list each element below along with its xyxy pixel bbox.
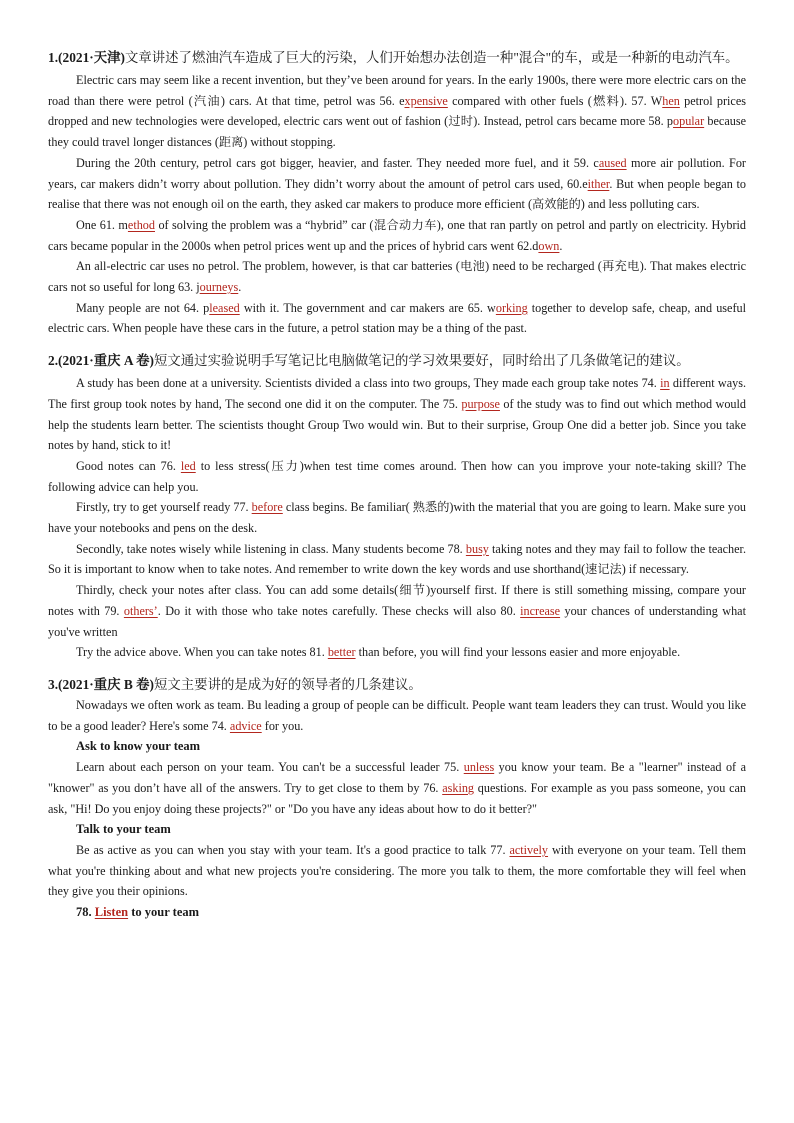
passage-3 (48, 675, 746, 923)
body-text: questions. For example as you pass someone, you can ask, "Hi! Do you enjoy doing these projects?" or "Do you have any ideas about how to do it better?" (48, 780, 746, 816)
document-page (48, 48, 746, 923)
answer-text: orking (495, 300, 528, 315)
passage-heading (48, 675, 746, 695)
answer-text: ethod (127, 217, 155, 232)
body-text: to less stress(压力)when test time comes around. Then how can you improve your note-taking skill? The following advice can help you. (48, 458, 746, 494)
passage-heading (48, 351, 746, 371)
body-text: Many people are not 64. p (76, 300, 210, 315)
section-subheading (48, 902, 746, 923)
body-text: Nowadays we often work as team. Bu leading a group of people can be difficult. People want team leaders they can trust. Would you like to be a good leader? Here's some 74. (48, 697, 746, 733)
body-text: Good notes can 76. (76, 458, 181, 473)
answer-text: purpose (461, 396, 500, 411)
paragraph (48, 695, 746, 736)
body-text: Electric cars may seem like a recent invention, but they’ve been around for years. In the early 1900s, there were more electric cars on the road than there were petrol (汽油) cars. At that time, petrol was 56. e (48, 73, 746, 108)
passage-body (48, 70, 746, 339)
body-text: Thirdly, check your notes after class. You can add some details(细节)yourself first. If there is still something missing, compare your notes with 79. (48, 583, 746, 618)
body-text: Talk to your team (76, 822, 171, 837)
paragraph (48, 256, 746, 297)
answer-text: unless (463, 760, 495, 775)
body-text: your chances of understanding what you've written (48, 603, 746, 639)
body-text: together to develop safe, cheap, and useful electric cars. When people have these cars in the future, a petrol station may be a thing of the past. (48, 300, 746, 336)
answer-text: xpensive (404, 93, 448, 108)
body-text: of the study was to find out which method would help the students learn better. The scientists thought Group Two would win. But to their surprise, Group One did a better job. Since you take notes by hand, stick to it! (48, 396, 747, 453)
paragraph (48, 298, 746, 339)
answer-text: ourneys (199, 280, 239, 295)
answer-text: own (538, 238, 560, 253)
body-text: to your team (128, 905, 200, 920)
body-text: taking notes and they may fail to follow the teacher. So it is important to know when to take notes. And remember to write down the key words and use shorthand(速记法) if necessary. (48, 541, 746, 577)
body-text: Firstly, try to get yourself ready 77. (76, 500, 252, 515)
body-text: 78. (76, 905, 95, 920)
question-number: 2. (48, 353, 59, 369)
body-text: Be as active as you can when you stay with your team. It's a good practice to talk 77. (76, 842, 510, 857)
paragraph (48, 757, 746, 819)
body-text: A study has been done at a university. Scientists divided a class into two groups, They made each group take notes 74. (76, 376, 661, 391)
answer-text: increase (520, 603, 561, 618)
passage-body (48, 373, 746, 663)
body-text: you know your team. Be a "learner" instead of a "knower" as you don’t have all of the answers. Try to get close to them by 76. (48, 760, 746, 795)
answer-text: opular (673, 114, 705, 129)
body-text: An all-electric car uses no petrol. The problem, however, is that car batteries (电池) need to be recharged (再充电). That makes electric cars not so useful for long 63. j (48, 259, 746, 295)
passage-body (48, 695, 746, 923)
body-text: petrol prices dropped and new technologies were developed, electric cars went out of fashion (过时). Instead, petrol cars became more 58. p (48, 93, 746, 129)
question-number: 3. (48, 676, 59, 692)
answer-text: better (327, 645, 356, 660)
body-text: Learn about each person on your team. You can't be a successful leader 75. (76, 760, 464, 775)
body-text: compared with other fuels (燃料). 57. W (447, 93, 663, 108)
paragraph (48, 539, 746, 580)
body-text: because they could travel longer distances (距离) without stopping. (48, 114, 746, 150)
passage-heading (48, 48, 746, 68)
body-text: than before, you will find your lessons easier and more enjoyable. (355, 645, 681, 660)
answer-text: before (251, 500, 283, 515)
question-number: 1. (48, 50, 59, 65)
body-text: . (238, 280, 242, 295)
answer-text: hen (662, 93, 680, 108)
answer-text: leased (209, 300, 240, 315)
section-subheading (48, 819, 746, 840)
body-text: more air pollution. For years, car makers didn’t worry about pollution. They didn’t worry about the amount of petrol cars used, 60.e (48, 155, 746, 191)
body-text: with it. The government and car makers are 65. w (239, 300, 496, 315)
question-source: (2021·重庆 B 卷) (58, 676, 155, 692)
body-text: different ways. The first group took notes by hand, The second one did it on the computer. The 75. (48, 376, 746, 411)
paragraph (48, 580, 746, 642)
body-text: for you. (261, 718, 304, 733)
answer-text: advice (229, 718, 262, 733)
paragraph (48, 153, 746, 215)
paragraph (48, 840, 746, 902)
paragraph (48, 215, 746, 256)
paragraph (48, 70, 746, 153)
passage-summary: 短文主要讲的是成为好的领导者的几条建议。 (154, 676, 422, 692)
answer-text: aused (598, 155, 627, 170)
answer-text: Listen (94, 905, 129, 920)
body-text: class begins. Be familiar( 熟悉的)with the material that you are going to learn. Make sure you have your notebooks and pens on the desk. (48, 500, 747, 536)
body-text: . (559, 238, 563, 253)
body-text: During the 20th century, petrol cars got bigger, heavier, and faster. They needed more fuel, and it 59. c (76, 155, 599, 170)
question-source: (2021·重庆 A 卷) (58, 353, 155, 369)
passage-1 (48, 48, 746, 339)
body-text: of solving the problem was a “hybrid” car (混合动力车), one that ran partly on petrol and partly on electricity. Hybrid cars became popular in the 2000s when petrol prices went up and the prices of hybrid cars went 62.d (48, 217, 746, 253)
paragraph (48, 373, 746, 456)
question-source: (2021·天津) (58, 50, 125, 65)
paragraph (48, 497, 746, 538)
answer-text: busy (465, 541, 489, 556)
body-text: Secondly, take notes wisely while listening in class. Many students become 78. (76, 541, 466, 556)
answer-text: ither (587, 176, 610, 191)
section-subheading (48, 736, 746, 757)
passage-2 (48, 351, 746, 663)
answer-text: actively (509, 842, 549, 857)
answer-text: others’ (123, 603, 158, 618)
body-text: . But when people began to realise that there was not enough oil on the earth, they asked car makers to produce more efficient (高效能的) and less polluting cars. (48, 176, 746, 212)
body-text: . Do it with those who take notes carefully. These checks will also 80. (157, 603, 521, 618)
answer-text: led (180, 458, 196, 473)
answer-text: asking (442, 780, 475, 795)
body-text: One 61. m (76, 217, 128, 232)
body-text: with everyone on your team. Tell them what you're thinking about and what new projects you're considering. The more you talk to them, the more comfortable they will feel when they give you their opinions. (48, 842, 747, 899)
paragraph (48, 456, 746, 497)
answer-text: in (660, 376, 670, 391)
paragraph (48, 642, 746, 663)
body-text: Ask to know your team (76, 739, 201, 754)
passage-summary: 短文通过实验说明手写笔记比电脑做笔记的学习效果要好，同时给出了几条做笔记的建议。 (154, 353, 690, 369)
passage-summary: 文章讲述了燃油汽车造成了巨大的污染，人们开始想办法创造一种"混合"的车，或是一种新的电动汽车。 (125, 50, 739, 65)
body-text: Try the advice above. When you can take notes 81. (76, 645, 328, 660)
